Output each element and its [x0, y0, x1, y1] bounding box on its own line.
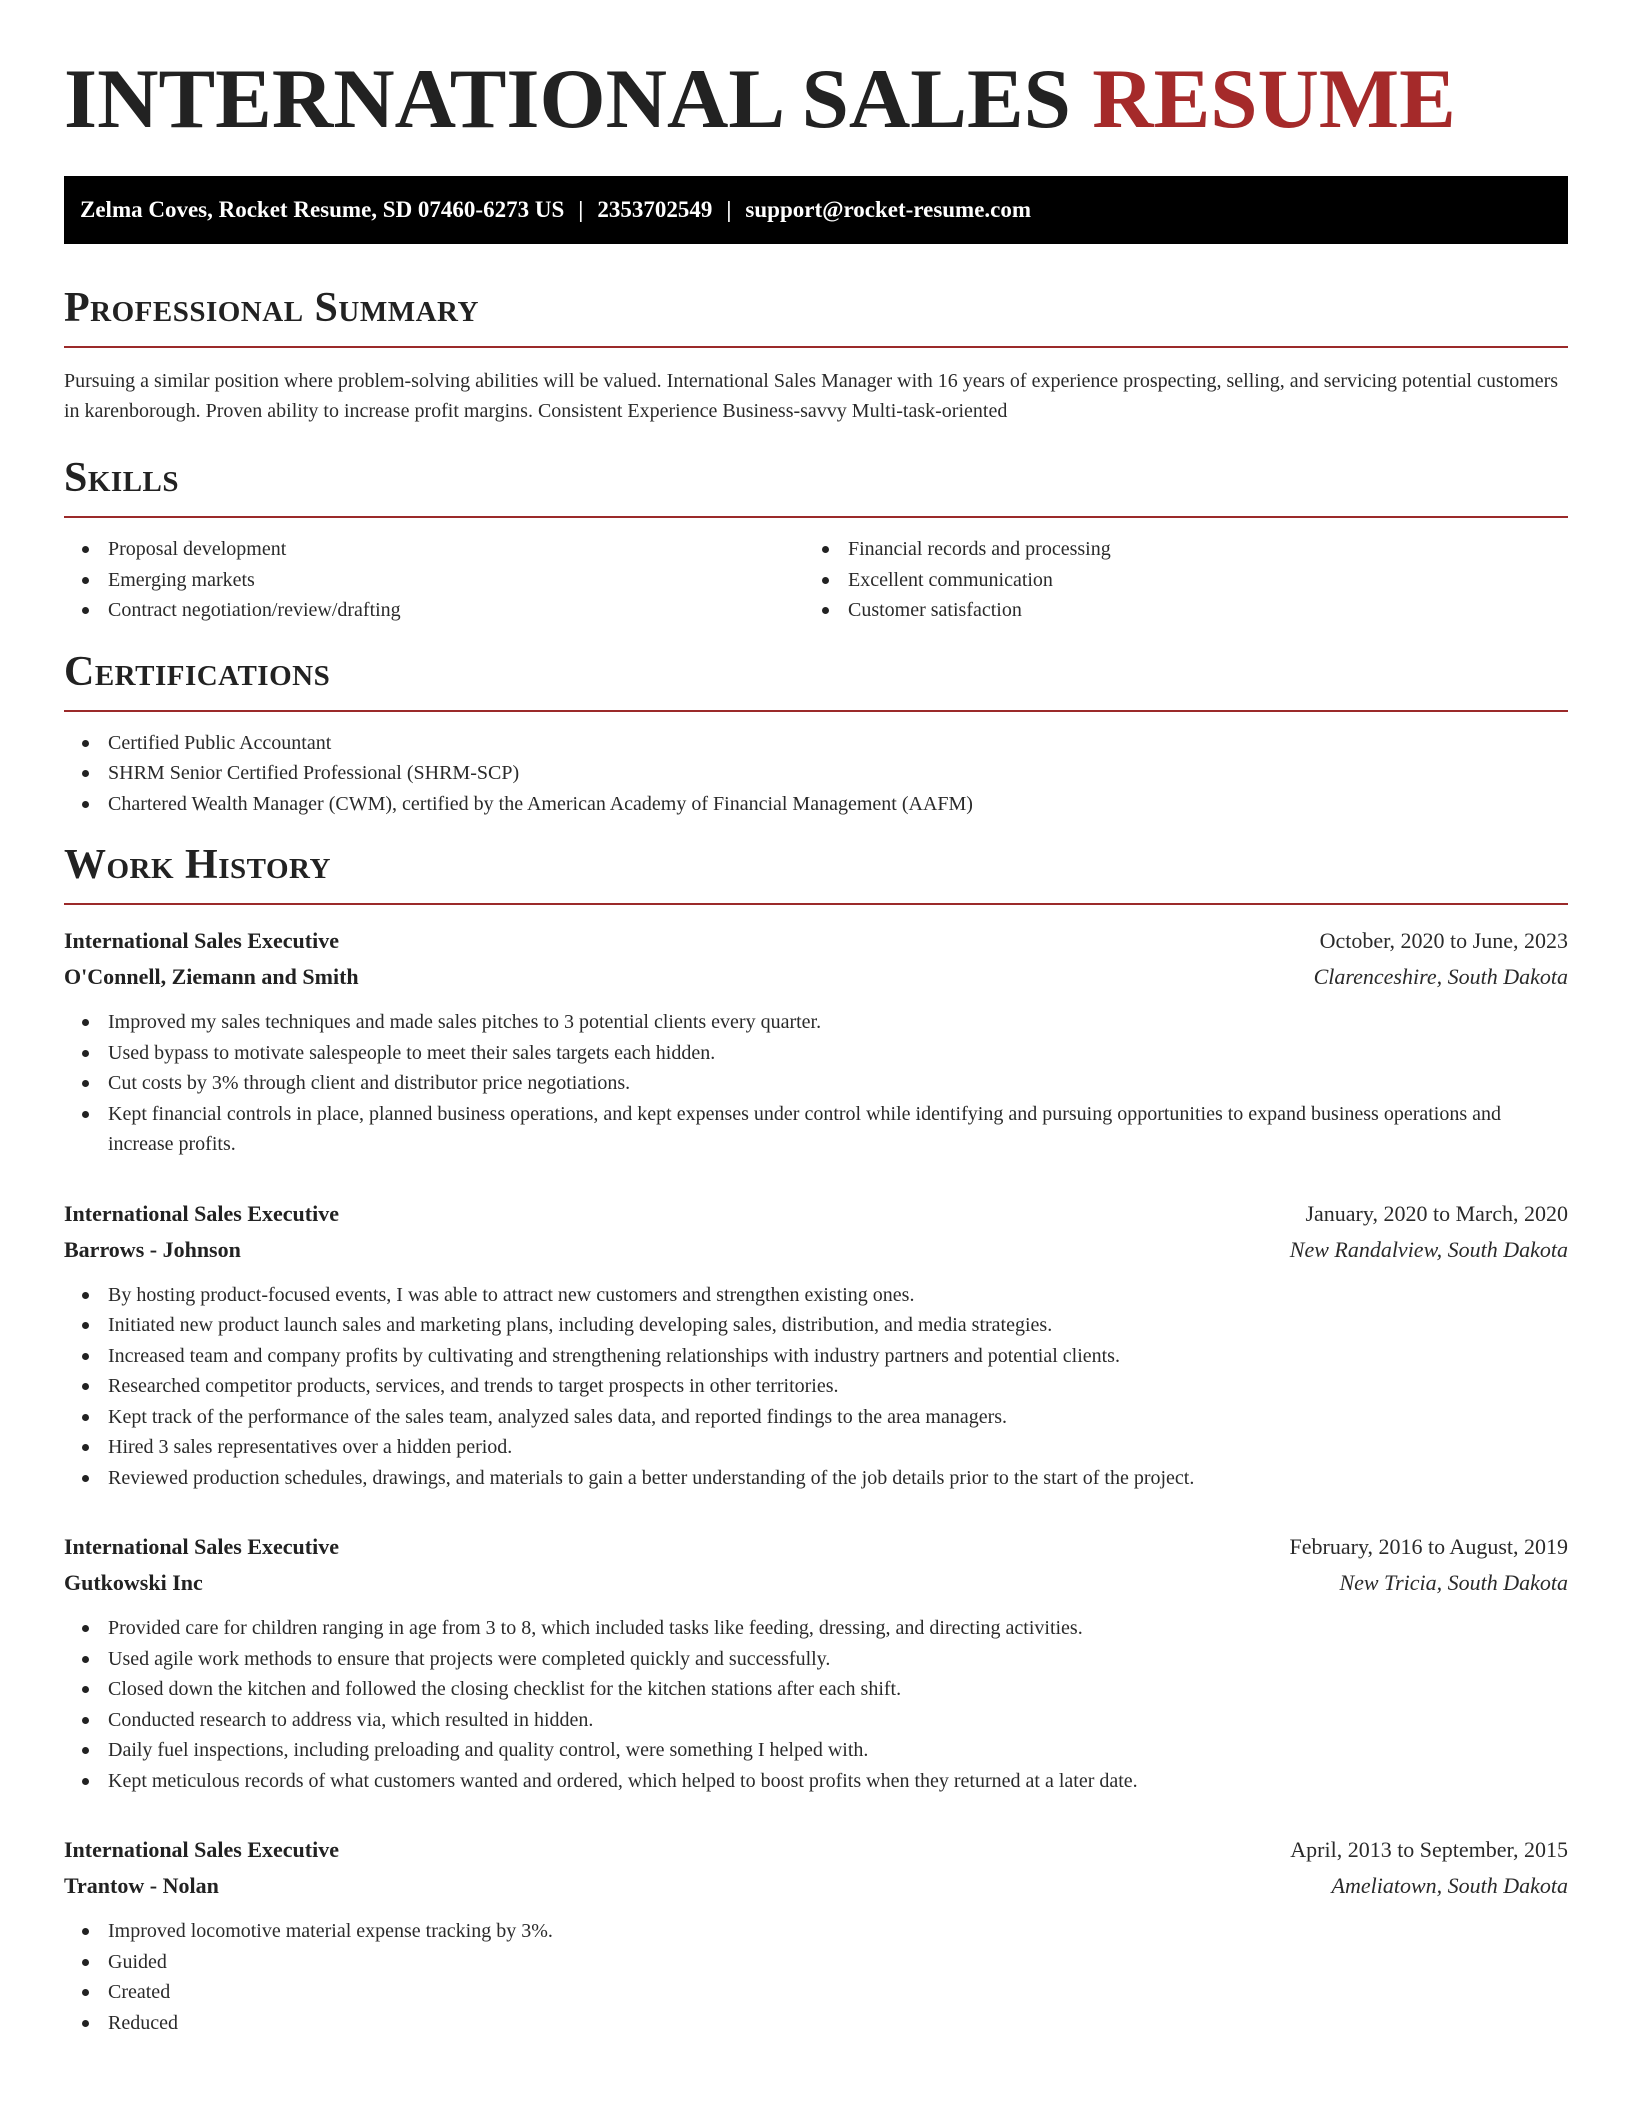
job-company: Barrows - Johnson	[64, 1236, 241, 1262]
title-main: INTERNATIONAL SALES	[64, 52, 1071, 146]
certification-item: Chartered Wealth Manager (CWM), certified by the American Academy of Financial Management (AAFM)	[64, 789, 1568, 820]
contact-separator: |	[726, 197, 732, 222]
job-title: International Sales Executive	[64, 1837, 339, 1862]
job-company-row	[64, 959, 1568, 995]
job-header-row	[64, 1529, 1568, 1565]
skill-item: Customer satisfaction	[804, 595, 1544, 626]
job-bullets	[64, 1613, 1568, 1796]
job-entry	[64, 1196, 1568, 1494]
job-company-row	[64, 1232, 1568, 1268]
job-bullet: Used bypass to motivate salespeople to meet their sales targets each hidden.	[64, 1038, 1568, 1069]
job-title: International Sales Executive	[64, 1534, 339, 1559]
resume-title	[64, 0, 1568, 146]
skills-list-left	[64, 534, 804, 626]
job-company-row	[64, 1565, 1568, 1601]
skill-item: Contract negotiation/review/drafting	[64, 595, 804, 626]
skill-item: Financial records and processing	[804, 534, 1544, 565]
summary-text: Pursuing a similar position where problem-solving abilities will be valued. International Sales Manager with 16 years of experience prospecting, selling, and servicing potential customers in karenborough. Proven ability to increase profit margins. Consistent Experience Business-savvy Multi-task-oriented	[64, 370, 1559, 422]
skill-item: Excellent communication	[804, 565, 1544, 596]
job-bullet: Increased team and company profits by cultivating and strengthening relationships with industry partners and potential clients.	[64, 1341, 1568, 1372]
job-header-row	[64, 923, 1568, 959]
job-header-row	[64, 1196, 1568, 1232]
job-company-row	[64, 1868, 1568, 1904]
job-header-row	[64, 1832, 1568, 1868]
job-entry	[64, 1529, 1568, 1796]
contact-separator: |	[578, 197, 584, 222]
job-bullet: Provided care for children ranging in age from 3 to 8, which included tasks like feeding, dressing, and directing activities.	[64, 1613, 1568, 1644]
contact-phone: 2353702549	[597, 197, 713, 222]
job-location: New Randalview, South Dakota	[1289, 1236, 1568, 1262]
job-dates: February, 2016 to August, 2019	[1289, 1534, 1568, 1559]
job-bullet: Used agile work methods to ensure that projects were completed quickly and successfully.	[64, 1644, 1568, 1675]
job-bullet: Initiated new product launch sales and marketing plans, including developing sales, distribution, and media strategies.	[64, 1310, 1568, 1341]
job-entry	[64, 923, 1568, 1160]
certification-item: SHRM Senior Certified Professional (SHRM-SCP)	[64, 758, 1568, 789]
job-dates: October, 2020 to June, 2023	[1319, 928, 1568, 953]
job-bullet: Closed down the kitchen and followed the closing checklist for the kitchen stations after each shift.	[64, 1674, 1568, 1705]
job-location: Ameliatown, South Dakota	[1331, 1873, 1568, 1898]
resume-page	[64, 0, 1568, 2038]
job-bullet: Daily fuel inspections, including preloading and quality control, were something I helped with.	[64, 1735, 1568, 1766]
job-entry	[64, 1832, 1568, 2038]
certifications-list	[64, 728, 1568, 820]
job-bullet: Kept financial controls in place, planned business operations, and kept expenses under control while identifying and pursuing opportunities to expand business operations and increase profits.	[64, 1099, 1568, 1160]
job-bullet: Improved my sales techniques and made sales pitches to 3 potential clients every quarter.	[64, 1007, 1568, 1038]
job-bullet: Improved locomotive material expense tracking by 3%.	[64, 1916, 1568, 1947]
job-bullet: Researched competitor products, services, and trends to target prospects in other territories.	[64, 1371, 1568, 1402]
job-bullets	[64, 1280, 1568, 1494]
job-location: Clarenceshire, South Dakota	[1313, 964, 1568, 989]
job-bullets	[64, 1916, 1568, 2038]
job-bullet: Cut costs by 3% through client and distributor price negotiations.	[64, 1068, 1568, 1099]
job-company: Gutkowski Inc	[64, 1570, 203, 1595]
work-history-heading: Work History	[64, 841, 1568, 905]
skills-heading: Skills	[64, 454, 1568, 518]
job-bullet: Created	[64, 1977, 1568, 2008]
skills-list-right	[804, 534, 1544, 626]
certifications-heading: Certifications	[64, 648, 1568, 712]
job-bullet: Kept track of the performance of the sales team, analyzed sales data, and reported findings to the area managers.	[64, 1402, 1568, 1433]
job-dates: January, 2020 to March, 2020	[1305, 1200, 1568, 1226]
job-company: O'Connell, Ziemann and Smith	[64, 964, 359, 989]
job-bullet: Reviewed production schedules, drawings, and materials to gain a better understanding of the job details prior to the start of the project.	[64, 1463, 1568, 1494]
job-bullet: By hosting product-focused events, I was able to attract new customers and strengthen existing ones.	[64, 1280, 1568, 1311]
job-bullet: Hired 3 sales representatives over a hidden period.	[64, 1432, 1568, 1463]
contact-bar	[64, 176, 1568, 244]
job-bullet: Reduced	[64, 2008, 1568, 2039]
job-bullet: Conducted research to address via, which resulted in hidden.	[64, 1705, 1568, 1736]
job-title: International Sales Executive	[64, 928, 339, 953]
job-bullet: Kept meticulous records of what customers wanted and ordered, which helped to boost profits when they returned at a later date.	[64, 1766, 1568, 1797]
job-company: Trantow - Nolan	[64, 1873, 219, 1898]
job-location: New Tricia, South Dakota	[1339, 1570, 1568, 1595]
summary-heading: Professional Summary	[64, 284, 1568, 348]
job-dates: April, 2013 to September, 2015	[1290, 1837, 1568, 1862]
contact-email: support@rocket-resume.com	[745, 197, 1032, 222]
skill-item: Proposal development	[64, 534, 804, 565]
skill-item: Emerging markets	[64, 565, 804, 596]
job-title: International Sales Executive	[64, 1200, 339, 1226]
job-bullet: Guided	[64, 1947, 1568, 1978]
skills-columns	[64, 534, 1568, 626]
job-bullets	[64, 1007, 1568, 1160]
certification-item: Certified Public Accountant	[64, 728, 1568, 759]
title-accent: RESUME	[1092, 52, 1456, 146]
contact-address: Zelma Coves, Rocket Resume, SD 07460-6273 US	[80, 197, 565, 222]
